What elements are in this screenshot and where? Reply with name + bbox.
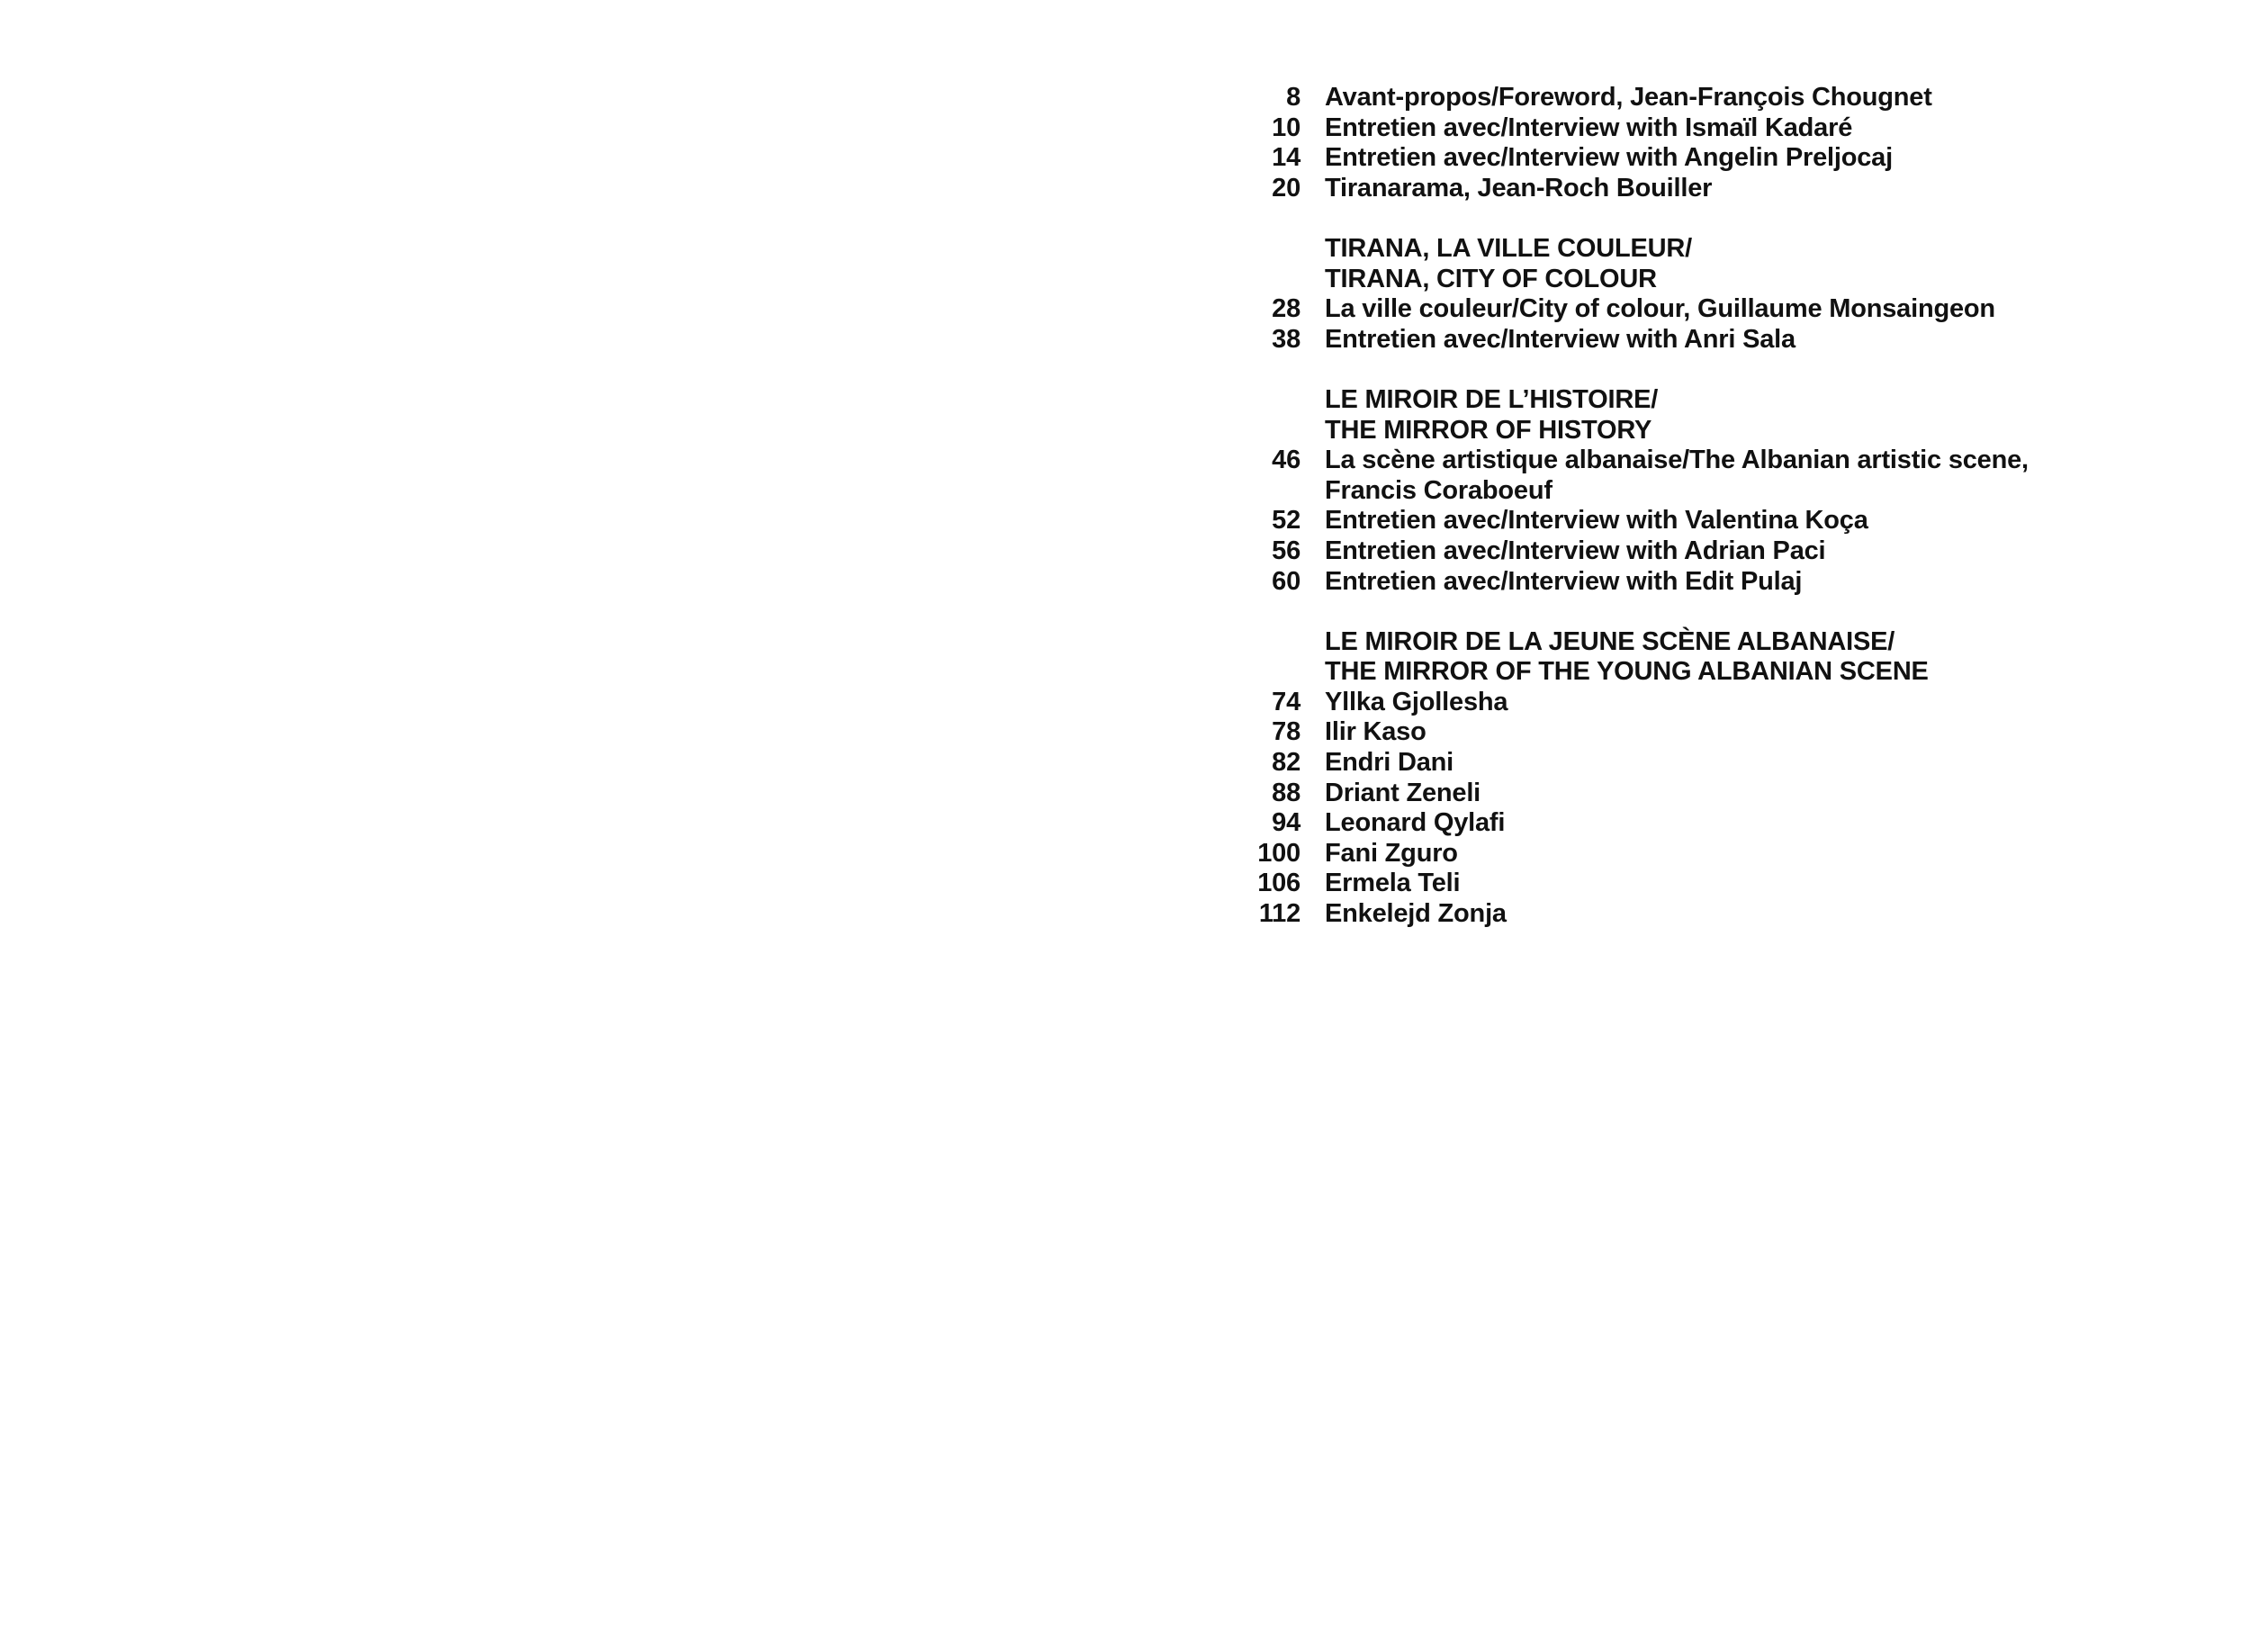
- page-number: 60: [1272, 566, 1300, 596]
- toc-entry: [1233, 567, 2205, 598]
- section-heading: [1233, 234, 2205, 265]
- entry-title: Ermela Teli: [1325, 869, 1461, 898]
- entry-title: Ilir Kaso: [1325, 717, 1426, 747]
- section-heading-line-1: LE MIROIR DE L’HISTOIRE/: [1325, 384, 1659, 414]
- toc-entry: [1233, 113, 2205, 144]
- page-number: 82: [1272, 748, 1300, 778]
- entry-title-continued: Francis Coraboeuf: [1325, 475, 1552, 505]
- toc-entry: [1233, 717, 2205, 748]
- page-number: 52: [1272, 506, 1300, 536]
- entry-title: Leonard Qylafi: [1325, 808, 1506, 838]
- section-spacer: [1233, 597, 2205, 627]
- page-number: 20: [1272, 173, 1300, 203]
- page-number: 88: [1272, 778, 1300, 807]
- entry-title: Avant-propos/Foreword, Jean-François Chougnet: [1325, 83, 1932, 112]
- page-number: 106: [1257, 869, 1300, 898]
- page-number: 56: [1272, 536, 1300, 565]
- entry-title: Entretien avec/Interview with Angelin Preljocaj: [1325, 143, 1893, 173]
- page-number: 14: [1272, 143, 1300, 173]
- toc-entry: [1233, 748, 2205, 779]
- entry-title: Enkelejd Zonja: [1325, 899, 1507, 929]
- toc-entry: [1233, 536, 2205, 567]
- page-number: 112: [1258, 899, 1300, 929]
- entry-title: Driant Zeneli: [1325, 778, 1481, 807]
- entry-title: Entretien avec/Interview with Valentina Koça: [1325, 506, 1868, 536]
- toc-entry: [1233, 294, 2205, 325]
- section-heading: [1233, 627, 2205, 658]
- page-number: 100: [1257, 838, 1300, 868]
- entry-title: Yllka Gjollesha: [1325, 687, 1508, 716]
- entry-title: Fani Zguro: [1325, 838, 1458, 868]
- toc-entry: [1233, 779, 2205, 809]
- table-of-contents: [1233, 83, 2205, 930]
- section-heading-line-2: TIRANA, CITY OF COLOUR: [1325, 264, 1657, 293]
- entry-title: Endri Dani: [1325, 748, 1454, 778]
- section-heading-line-2: THE MIRROR OF THE YOUNG ALBANIAN SCENE: [1325, 657, 1929, 687]
- section-heading: [1233, 385, 2205, 416]
- entry-title: Tiranarama, Jean-Roch Bouiller: [1325, 173, 1713, 203]
- toc-entry: [1233, 446, 2205, 476]
- toc-entry: [1233, 899, 2205, 930]
- section-heading-line-1: TIRANA, LA VILLE COULEUR/: [1325, 233, 1692, 263]
- page-number: 10: [1272, 113, 1300, 142]
- toc-entry: [1233, 869, 2205, 899]
- section-heading: [1233, 416, 2205, 446]
- page-number: 46: [1272, 446, 1300, 475]
- page-number: 74: [1272, 687, 1300, 716]
- entry-title: Entretien avec/Interview with Adrian Paci: [1325, 536, 1826, 565]
- section-heading-line-2: THE MIRROR OF HISTORY: [1325, 415, 1652, 445]
- entry-title: Entretien avec/Interview with Ismaïl Kadaré: [1325, 113, 1853, 142]
- toc-entry: [1233, 808, 2205, 839]
- page-number: 28: [1272, 294, 1300, 324]
- toc-entry: [1233, 688, 2205, 718]
- section-heading: [1233, 657, 2205, 688]
- page-number: 38: [1272, 324, 1300, 354]
- entry-title: Entretien avec/Interview with Edit Pulaj: [1325, 566, 1803, 596]
- toc-entry: [1233, 143, 2205, 174]
- toc-entry: [1233, 83, 2205, 113]
- page-number: 94: [1272, 808, 1300, 838]
- toc-entry: [1233, 174, 2205, 204]
- toc-entry: [1233, 506, 2205, 536]
- entry-title: La ville couleur/City of colour, Guillaume Monsaingeon: [1325, 294, 1995, 324]
- entry-title: Entretien avec/Interview with Anri Sala: [1325, 324, 1796, 354]
- section-spacer: [1233, 203, 2205, 234]
- toc-entry-continuation: [1233, 476, 2205, 507]
- entry-title: La scène artistique albanaise/The Albanian artistic scene,: [1325, 446, 2029, 475]
- toc-entry: [1233, 839, 2205, 869]
- page-number: 8: [1286, 83, 1300, 112]
- section-heading: [1233, 265, 2205, 295]
- page-number: 78: [1272, 717, 1300, 747]
- section-heading-line-1: LE MIROIR DE LA JEUNE SCÈNE ALBANAISE/: [1325, 626, 1895, 656]
- toc-entry: [1233, 325, 2205, 356]
- section-spacer: [1233, 355, 2205, 385]
